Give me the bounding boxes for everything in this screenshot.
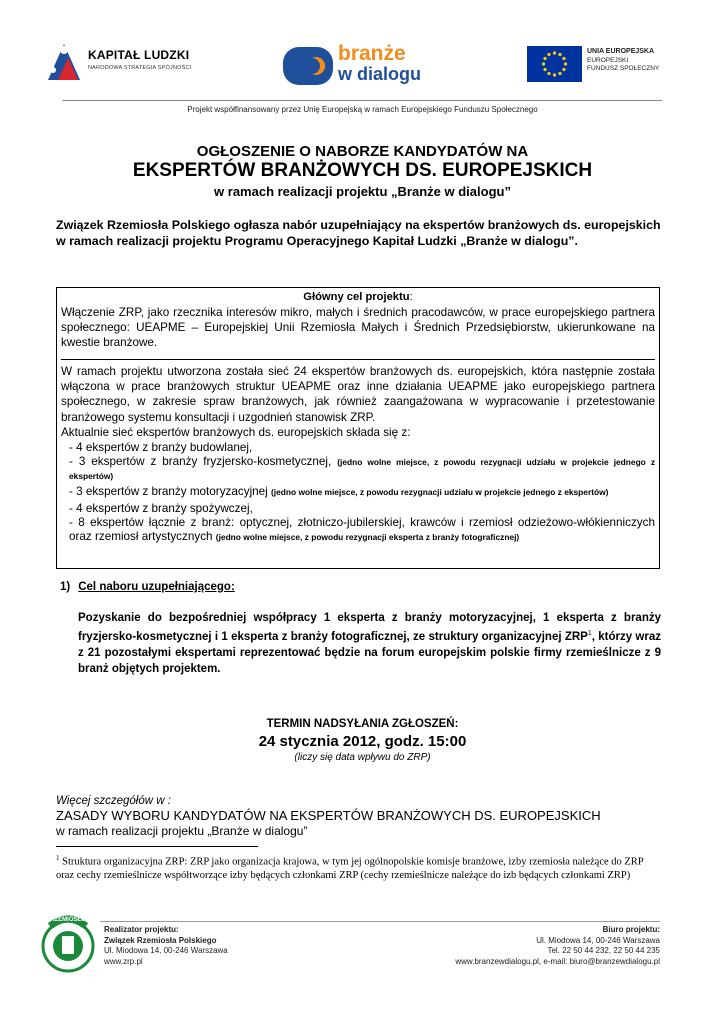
- footnote-mark: 1: [56, 854, 60, 862]
- office-phone: Tel. 22 50 44 232, 22 50 44 235: [547, 946, 660, 955]
- organizer-name: Związek Rzemiosła Polskiego: [104, 935, 217, 945]
- branze-title: branże: [338, 42, 406, 65]
- list-item: - 8 ekspertów łącznie z branż: optycznej, złotniczo-jubilerskiej, krawców i rzemiosł odzieżowo-włókienniczych oraz rzemiosł artystycznych (jedno wolne miejsce, z powodu rezygnacji eksperta z branży fotograficznej): [69, 516, 655, 544]
- rzemioslo-logo: [40, 912, 96, 974]
- box-title-colon: :: [409, 291, 413, 303]
- project-goal-box: [56, 287, 660, 569]
- title-line1: OGŁOSZENIE O NABORZE KANDYDATÓW NA: [196, 143, 529, 160]
- branze-dialog-icon: [282, 46, 334, 86]
- eu-logo: [527, 46, 687, 84]
- footnote-text: Struktura organizacyjna ZRP: ZRP jako organizacja krajowa, w tym jej ogólnopolskie komisje branżowe, izby rzemiosła należące do ZRP oraz cechy rzemieślnicze współtworzące izby będących członkami ZRP (cechy rzemieślnicze należące do izb będących członkami ZRP): [56, 856, 644, 881]
- section-body: Pozyskanie do bezpośredniej współpracy 1 eksperta z branży motoryzacyjnej, 1 eksperta z branży fryzjersko-kosmetycznej i 1 eksperta z branży fotograficznej, ze struktury organizacyjnej ZRP$^1$, którzy wraz z 21 pozostałymi ekspertami reprezentować będzie na forum europejskim polskie firmy rzemieślnicze z 9 branż objętych projektem.: [78, 612, 661, 675]
- deadline-note: (liczy się data wpływu do ZRP): [294, 752, 431, 763]
- section-title: Cel naboru uzupełniającego:: [78, 581, 235, 593]
- eu-line3: FUNDUSZ SPOŁECZNY: [587, 65, 660, 72]
- office-address: Ul. Miodowa 14, 00-246 Warszawa: [536, 935, 660, 945]
- rzemioslo-logo-text: RZEMIOSŁO: [50, 917, 86, 923]
- box-title: [57, 291, 659, 303]
- more-details-doc-title: ZASADY WYBORU KANDYDATÓW NA EKSPERTÓW BRANŻOWYCH DS. EUROPEJSKICH: [56, 808, 601, 823]
- cofinancing-note: Projekt współfinansowany przez Unię Europejską w ramach Europejskiego Funduszu Społecznego: [187, 105, 538, 114]
- kapital-ludzki-name: KAPITAŁ LUDZKI: [88, 48, 190, 62]
- expert-list: [61, 440, 655, 544]
- organizer-label: Realizator projektu:: [104, 925, 179, 934]
- footnote-divider: [56, 846, 258, 847]
- current-text: Aktualnie sieć ekspertów branżowych ds. europejskich składa się z:: [61, 425, 411, 439]
- kapital-ludzki-emblem-icon: [44, 40, 84, 84]
- intro-paragraph: Związek Rzemiosła Polskiego ogłasza nabór uzupełniający na ekspertów branżowych ds. europejskich w ramach realizacji projektu Programu Operacyjnego Kapitał Ludzki „Branże w dialogu”.: [56, 218, 661, 248]
- list-item: - 4 ekspertów z branży budowlanej,: [69, 441, 253, 455]
- w-dialogu-title: w dialogu: [338, 64, 421, 84]
- eu-flag-icon: [527, 46, 582, 82]
- list-item: - 4 ekspertów z branży spożywczej,: [69, 502, 253, 516]
- eu-line2: EUROPEJSKI: [587, 56, 629, 64]
- title-line2: EKSPERTÓW BRANŻOWYCH DS. EUROPEJSKICH: [132, 160, 593, 181]
- header-divider: [62, 100, 662, 101]
- network-paragraph: [61, 364, 655, 544]
- deadline-label: TERMIN NADSYŁANIA ZGŁOSZEŃ:: [266, 718, 459, 730]
- more-details-intro: Więcej szczegółów w :: [56, 795, 171, 807]
- list-item: - 3 ekspertów z branży fryzjersko-kosmetycznej, (jedno wolne miejsce, z powodu rezygnacji udziału w projekcie jednego z ekspertów): [69, 455, 656, 482]
- footer-organizer: [104, 925, 228, 967]
- deadline-date: 24 stycznia 2012, godz. 15:00: [258, 733, 467, 750]
- kapital-ludzki-tagline: NARODOWA STRATEGIA SPÓJNOŚCI: [88, 65, 192, 71]
- section-number: 1): [60, 581, 71, 593]
- eu-line1: UNIA EUROPEJSKA: [587, 48, 655, 55]
- footnote-ref[interactable]: 1: [587, 630, 592, 637]
- box-title-text: Główny cel projektu: [303, 291, 410, 303]
- footer-office: [455, 925, 660, 967]
- list-item: - 3 ekspertów z branży motoryzacyjnej (jedno wolne miejsce, z powodu rezygnacji udziału w projekcie jednego z ekspertów): [69, 485, 609, 499]
- title-line3: w ramach realizacji projektu „Branże w dialogu”: [214, 184, 511, 199]
- more-details-doc-subtitle: w ramach realizacji projektu „Branże w dialogu”: [56, 824, 308, 838]
- office-label: Biuro projektu:: [602, 925, 660, 934]
- organizer-web-link[interactable]: www.zrp.pl: [104, 956, 143, 966]
- organizer-address: Ul. Miodowa 14, 00-246 Warszawa: [104, 946, 228, 955]
- goal-paragraph: Włączenie ZRP, jako rzecznika interesów mikro, małych i średnich pracodawców, w prace europejskiego partnera społecznego: UEAPME – Europejskiej Unii Rzemiosła Małych i Średnich Przedsiębiorstw, ukierunkowane na kwestie branżowe.: [61, 306, 655, 350]
- box-divider: [61, 359, 655, 360]
- office-contact-link[interactable]: www.branzewdialogu.pl, e-mail: biuro@branzewdialogu.pl: [455, 956, 660, 966]
- branze-w-dialogu-logo: [282, 44, 422, 88]
- eu-label: [587, 48, 659, 74]
- footer-divider: [100, 921, 660, 922]
- network-text: W ramach projektu utworzona została sieć 24 ekspertów branżowych ds. europejskich, która następnie została włączona w prace branżowych struktur UEAPME oraz inne działania UEAPME jako europejskiego partnera społecznego, w zakresie spraw branżowych, jak również zaangażowana w wypracowanie i przetestowanie branżowego systemu konsultacji i uzgodnień stanowisk ZRP.: [61, 365, 655, 424]
- kapital-ludzki-logo: [44, 38, 204, 88]
- section-heading: [60, 581, 235, 593]
- footnote: [56, 852, 660, 882]
